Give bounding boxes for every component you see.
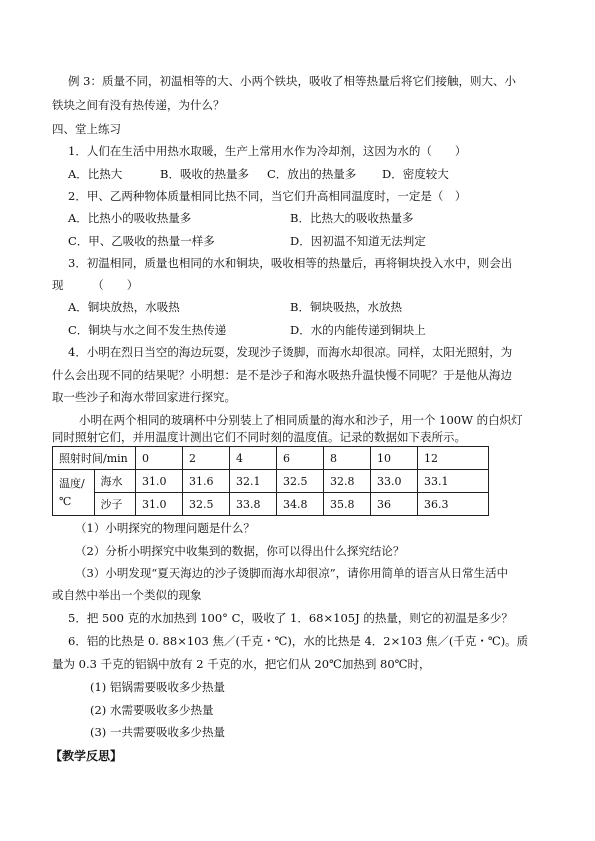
- q6-line1: 6．铝的比热是 0. 88×103 焦／(千克・℃)，水的比热是 4．2×103 焦／(千克・℃)。质: [68, 634, 529, 648]
- example3-line2: 铁块之间有没有热传递，为什么？: [52, 98, 225, 112]
- section-title: 四、堂上练习: [52, 122, 121, 136]
- value-cell: 33.0: [371, 470, 418, 493]
- q4-para1-line2: 什么会出现不同的结果呢？小明想：是不是沙子和海水吸热升温快慢不同呢？于是他从海边: [52, 368, 512, 382]
- q4-sub1: （1）小明探究的物理问题是什么？: [75, 521, 255, 535]
- q6-sub2: (2) 水需要吸收多少热量: [90, 703, 214, 717]
- value-cell: 35.8: [324, 493, 371, 516]
- q4-para1-line1: 4．小明在烈日当空的海边玩耍，发现沙子烫脚，而海水却很凉。同样，太阳光照射，为: [68, 345, 513, 359]
- q2-option-b: B．比热大的吸收热量多: [290, 211, 414, 225]
- q3-option-a: A．铜块放热，水吸热: [68, 300, 180, 314]
- row-name-sand: 沙子: [94, 493, 136, 516]
- value-cell: 34.8: [277, 493, 324, 516]
- q3-option-b: B．铜块吸热，水放热: [290, 300, 402, 314]
- row-name-seawater: 海水: [94, 470, 136, 493]
- q3-stem-line2: 现 （ ）: [52, 278, 139, 292]
- q1-option-c: C．放出的热量多: [267, 167, 357, 181]
- value-cell: 32.5: [277, 470, 324, 493]
- q1-stem: 1．人们在生活中用热水取暖，生产上常用水作为冷却剂，这因为水的（ ）: [68, 144, 467, 158]
- temperature-unit: ℃: [59, 494, 72, 508]
- time-header-cell: 照射时间/min: [53, 447, 136, 470]
- value-cell: 31.0: [136, 470, 183, 493]
- time-cell: 12: [418, 447, 489, 470]
- q1-option-d: D．密度较大: [382, 167, 449, 181]
- temperature-label: 温度/: [59, 476, 85, 490]
- q1-option-a: A．比热大: [68, 167, 123, 181]
- value-cell: 31.0: [136, 493, 183, 516]
- q4-sub3-line2: 或自然中举出一个类似的现象: [52, 588, 202, 602]
- q6-sub3: (3) 一共需要吸收多少热量: [90, 725, 225, 739]
- value-cell: 36: [371, 493, 418, 516]
- table-row: [53, 470, 489, 493]
- value-cell: 32.5: [183, 493, 230, 516]
- value-cell: 32.1: [230, 470, 277, 493]
- q6-line2: 量为 0.3 千克的铝锅中放有 2 千克的水，把它们从 20℃加热到 80℃时，: [52, 657, 431, 671]
- q2-option-c: C．甲、乙吸收的热量一样多: [68, 234, 215, 248]
- q4-para1-line3: 取一些沙子和海水带回家进行探究。: [52, 390, 236, 404]
- q5-text: 5．把 500 克的水加热到 100° C，吸收了 1．68×105J 的热量，则它的初温是多少？: [68, 611, 513, 625]
- q3-option-d: D．水的内能传递到铜块上: [290, 323, 426, 337]
- q6-sub1: (1) 铝锅需要吸收多少热量: [90, 680, 225, 694]
- q3-stem-line1: 3．初温相同，质量也相同的水和铜块，吸收相等的热量后，再将铜块投入水中，则会出: [68, 256, 513, 270]
- example3-line1: 例 3：质量不同，初温相等的大、小两个铁块，吸收了相等热量后将它们接触，则大、小: [68, 74, 516, 88]
- temperature-label-cell: [53, 470, 95, 516]
- q4-sub2: （2）分析小明探究中收集到的数据，你可以得出什么探究结论？: [75, 544, 405, 558]
- time-cell: 10: [371, 447, 418, 470]
- time-cell: 2: [183, 447, 230, 470]
- q3-option-c: C．铜块与水之间不发生热传递: [68, 323, 227, 337]
- q4-para2-line2: 同时照射它们，并用温度计测出它们不同时刻的温度值。记录的数据如下表所示。: [52, 430, 466, 444]
- q2-option-d: D．因初温不知道无法判定: [290, 234, 426, 248]
- time-cell: 4: [230, 447, 277, 470]
- temperature-table: [52, 446, 489, 516]
- table-row: [53, 493, 489, 516]
- table-row: [53, 447, 489, 470]
- reflection-heading: 【教学反思】: [50, 749, 123, 763]
- value-cell: 32.8: [324, 470, 371, 493]
- time-cell: 0: [136, 447, 183, 470]
- time-cell: 8: [324, 447, 371, 470]
- value-cell: 33.1: [418, 470, 489, 493]
- q1-option-b: B．吸收的热量多: [160, 167, 249, 181]
- time-cell: 6: [277, 447, 324, 470]
- q4-sub3-line1: （3）小明发现“夏天海边的沙子烫脚而海水却很凉”，请你用简单的语言从日常生活中: [75, 566, 509, 580]
- q2-option-a: A．比热小的吸收热量多: [68, 211, 192, 225]
- value-cell: 31.6: [183, 470, 230, 493]
- q2-stem: 2．甲、乙两种物体质量相同比热不同，当它们升高相同温度时，一定是（ ）: [68, 189, 467, 203]
- q4-para2-line1: 小明在两个相同的玻璃杯中分别装上了相同质量的海水和沙子，用一个 100W 的白炽灯: [79, 413, 523, 427]
- value-cell: 36.3: [418, 493, 489, 516]
- value-cell: 33.8: [230, 493, 277, 516]
